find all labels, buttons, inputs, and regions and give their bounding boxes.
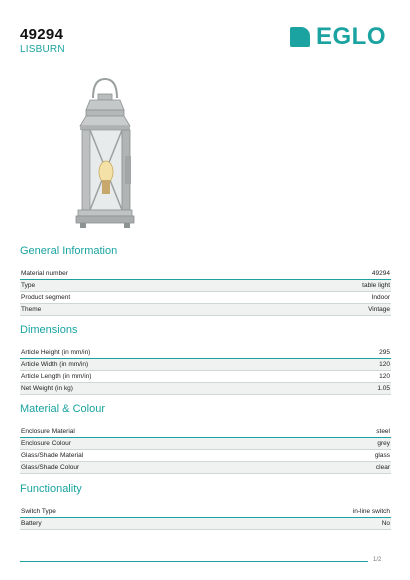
row-label: Glass/Shade Material xyxy=(21,452,84,459)
row-label: Switch Type xyxy=(21,508,56,515)
row-label: Article Length (in mm/in) xyxy=(21,373,92,380)
row-value: glass xyxy=(374,452,390,459)
product-name: LISBURN xyxy=(20,44,65,55)
row-label: Theme xyxy=(21,306,42,313)
table-row xyxy=(20,506,391,518)
logo-text: EGLO xyxy=(316,23,387,50)
row-label: Net Weight (in kg) xyxy=(21,385,73,392)
table-row xyxy=(20,462,391,474)
row-value: table light xyxy=(362,282,390,289)
section-title-functionality: Functionality xyxy=(20,483,82,495)
row-label: Glass/Shade Colour xyxy=(21,464,80,471)
footer-divider xyxy=(20,561,368,562)
logo-mark-icon xyxy=(290,27,310,47)
table-row xyxy=(20,268,391,280)
table-row xyxy=(20,347,391,359)
table-row xyxy=(20,292,391,304)
row-value: Indoor xyxy=(371,294,390,301)
material-table xyxy=(20,426,391,474)
table-row xyxy=(20,371,391,383)
row-value: clear xyxy=(375,464,390,471)
row-label: Article Width (in mm/in) xyxy=(21,361,89,368)
row-value: 295 xyxy=(379,349,390,356)
row-label: Battery xyxy=(21,520,42,527)
table-row xyxy=(20,359,391,371)
lantern-product-image xyxy=(60,76,150,236)
row-label: Type xyxy=(21,282,36,289)
functionality-table xyxy=(20,506,391,530)
row-value: Vintage xyxy=(368,306,390,313)
row-label: Enclosure Material xyxy=(21,428,75,435)
row-value: 120 xyxy=(379,373,390,380)
table-row xyxy=(20,450,391,462)
row-label: Article Height (in mm/in) xyxy=(21,349,91,356)
row-value: in-line switch xyxy=(352,508,390,515)
table-row xyxy=(20,438,391,450)
row-value: steel xyxy=(376,428,390,435)
dimensions-table xyxy=(20,347,391,395)
eglo-logo xyxy=(290,23,387,50)
row-value: 49294 xyxy=(371,270,390,277)
section-title-material: Material & Colour xyxy=(20,403,105,415)
article-number: 49294 xyxy=(20,26,64,43)
row-value: 120 xyxy=(379,361,390,368)
section-title-general: General Information xyxy=(20,245,118,257)
section-title-dimensions: Dimensions xyxy=(20,324,78,336)
row-label: Material number xyxy=(21,270,68,277)
table-row xyxy=(20,383,391,395)
table-row xyxy=(20,518,391,530)
row-label: Enclosure Colour xyxy=(21,440,71,447)
general-table xyxy=(20,268,391,316)
row-value: 1.05 xyxy=(377,385,390,392)
row-value: No xyxy=(381,520,390,527)
table-row xyxy=(20,304,391,316)
table-row xyxy=(20,426,391,438)
row-label: Product segment xyxy=(21,294,71,301)
table-row xyxy=(20,280,391,292)
page-number: 1/2 xyxy=(373,557,382,563)
row-value: grey xyxy=(377,440,390,447)
